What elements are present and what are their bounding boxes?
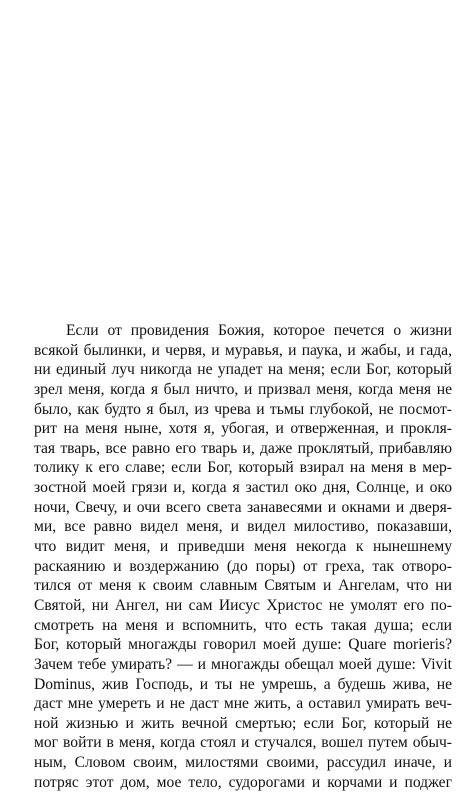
paragraph-line: всякой былинки, и червя, и муравья, и паука, и жабы, и гада, (34, 341, 452, 359)
paragraph-line: Святой, ни Ангел, ни сам Иисус Христос не умолят его по- (34, 596, 452, 614)
paragraph-line: смотреть на меня и вспомнить, что есть такая душа; если (34, 616, 452, 634)
paragraph-line: ным, Словом своим, милостями своими, рассудил иначе, и (34, 754, 452, 772)
paragraph-line: зостной моей грязи и, когда я застил око дня, Солнце, и око (34, 479, 452, 497)
paragraph-line: Если от провидения Божия, которое печется о жизни (66, 322, 452, 339)
paragraph-line: было, как будто я был, из чрева и тьмы глубокой, не посмот- (34, 400, 452, 418)
paragraph-line: зрел меня, когда я был ничто, и призвал меня, когда меня не (34, 380, 452, 398)
body-paragraph (34, 321, 452, 792)
paragraph-line: ной жизнью и жить вечной смертью; если Бог, который не (34, 714, 452, 732)
paragraph-line: ми, все равно видел меня, и видел милостиво, показавши, (34, 518, 452, 536)
paragraph-line: ночи, Свечу, и очи всего света занавесями и окнами и дверя- (34, 498, 452, 516)
paragraph-line: потряс этот дом, мое тело, судорогами и корчами и поджег (34, 773, 452, 791)
paragraph-line: Зачем тебе умирать? — и многажды обещал моей душе: Vivit (34, 655, 452, 673)
paragraph-line: мог войти в меня, когда стоял и стучался, вошел путем обыч- (34, 734, 452, 752)
paragraph-line: тился от меня к своим славным Святым и Ангелам, что ни (34, 577, 452, 595)
paragraph-line: Бог, который многажды говорил моей душе: Quare morieris? (34, 636, 452, 654)
paragraph-line: Dominus, жив Господь, и ты не умрешь, а будешь жива, не (34, 675, 452, 693)
paragraph-line: тая тварь, все равно его тварь и, даже проклятый, прибавляю (34, 439, 452, 457)
paragraph-line: что видит меня, и приведши меня некогда к нынешнему (34, 538, 452, 556)
paragraph-line: рит на меня ныне, хотя я, убогая, и отверженная, и прокля- (34, 420, 452, 438)
paragraph-line: толику к его славе; если Бог, который взирал на меня в мер- (34, 459, 452, 477)
paragraph-line: даст мне умереть и не даст мне жить, а оставил умирать веч- (34, 695, 452, 713)
paragraph-line: ни единый луч никогда не упадет на меня; если Бог, который (34, 361, 452, 379)
paragraph-line: раскаянию и воздержанию (до поры) от греха, так отворо- (34, 557, 452, 575)
